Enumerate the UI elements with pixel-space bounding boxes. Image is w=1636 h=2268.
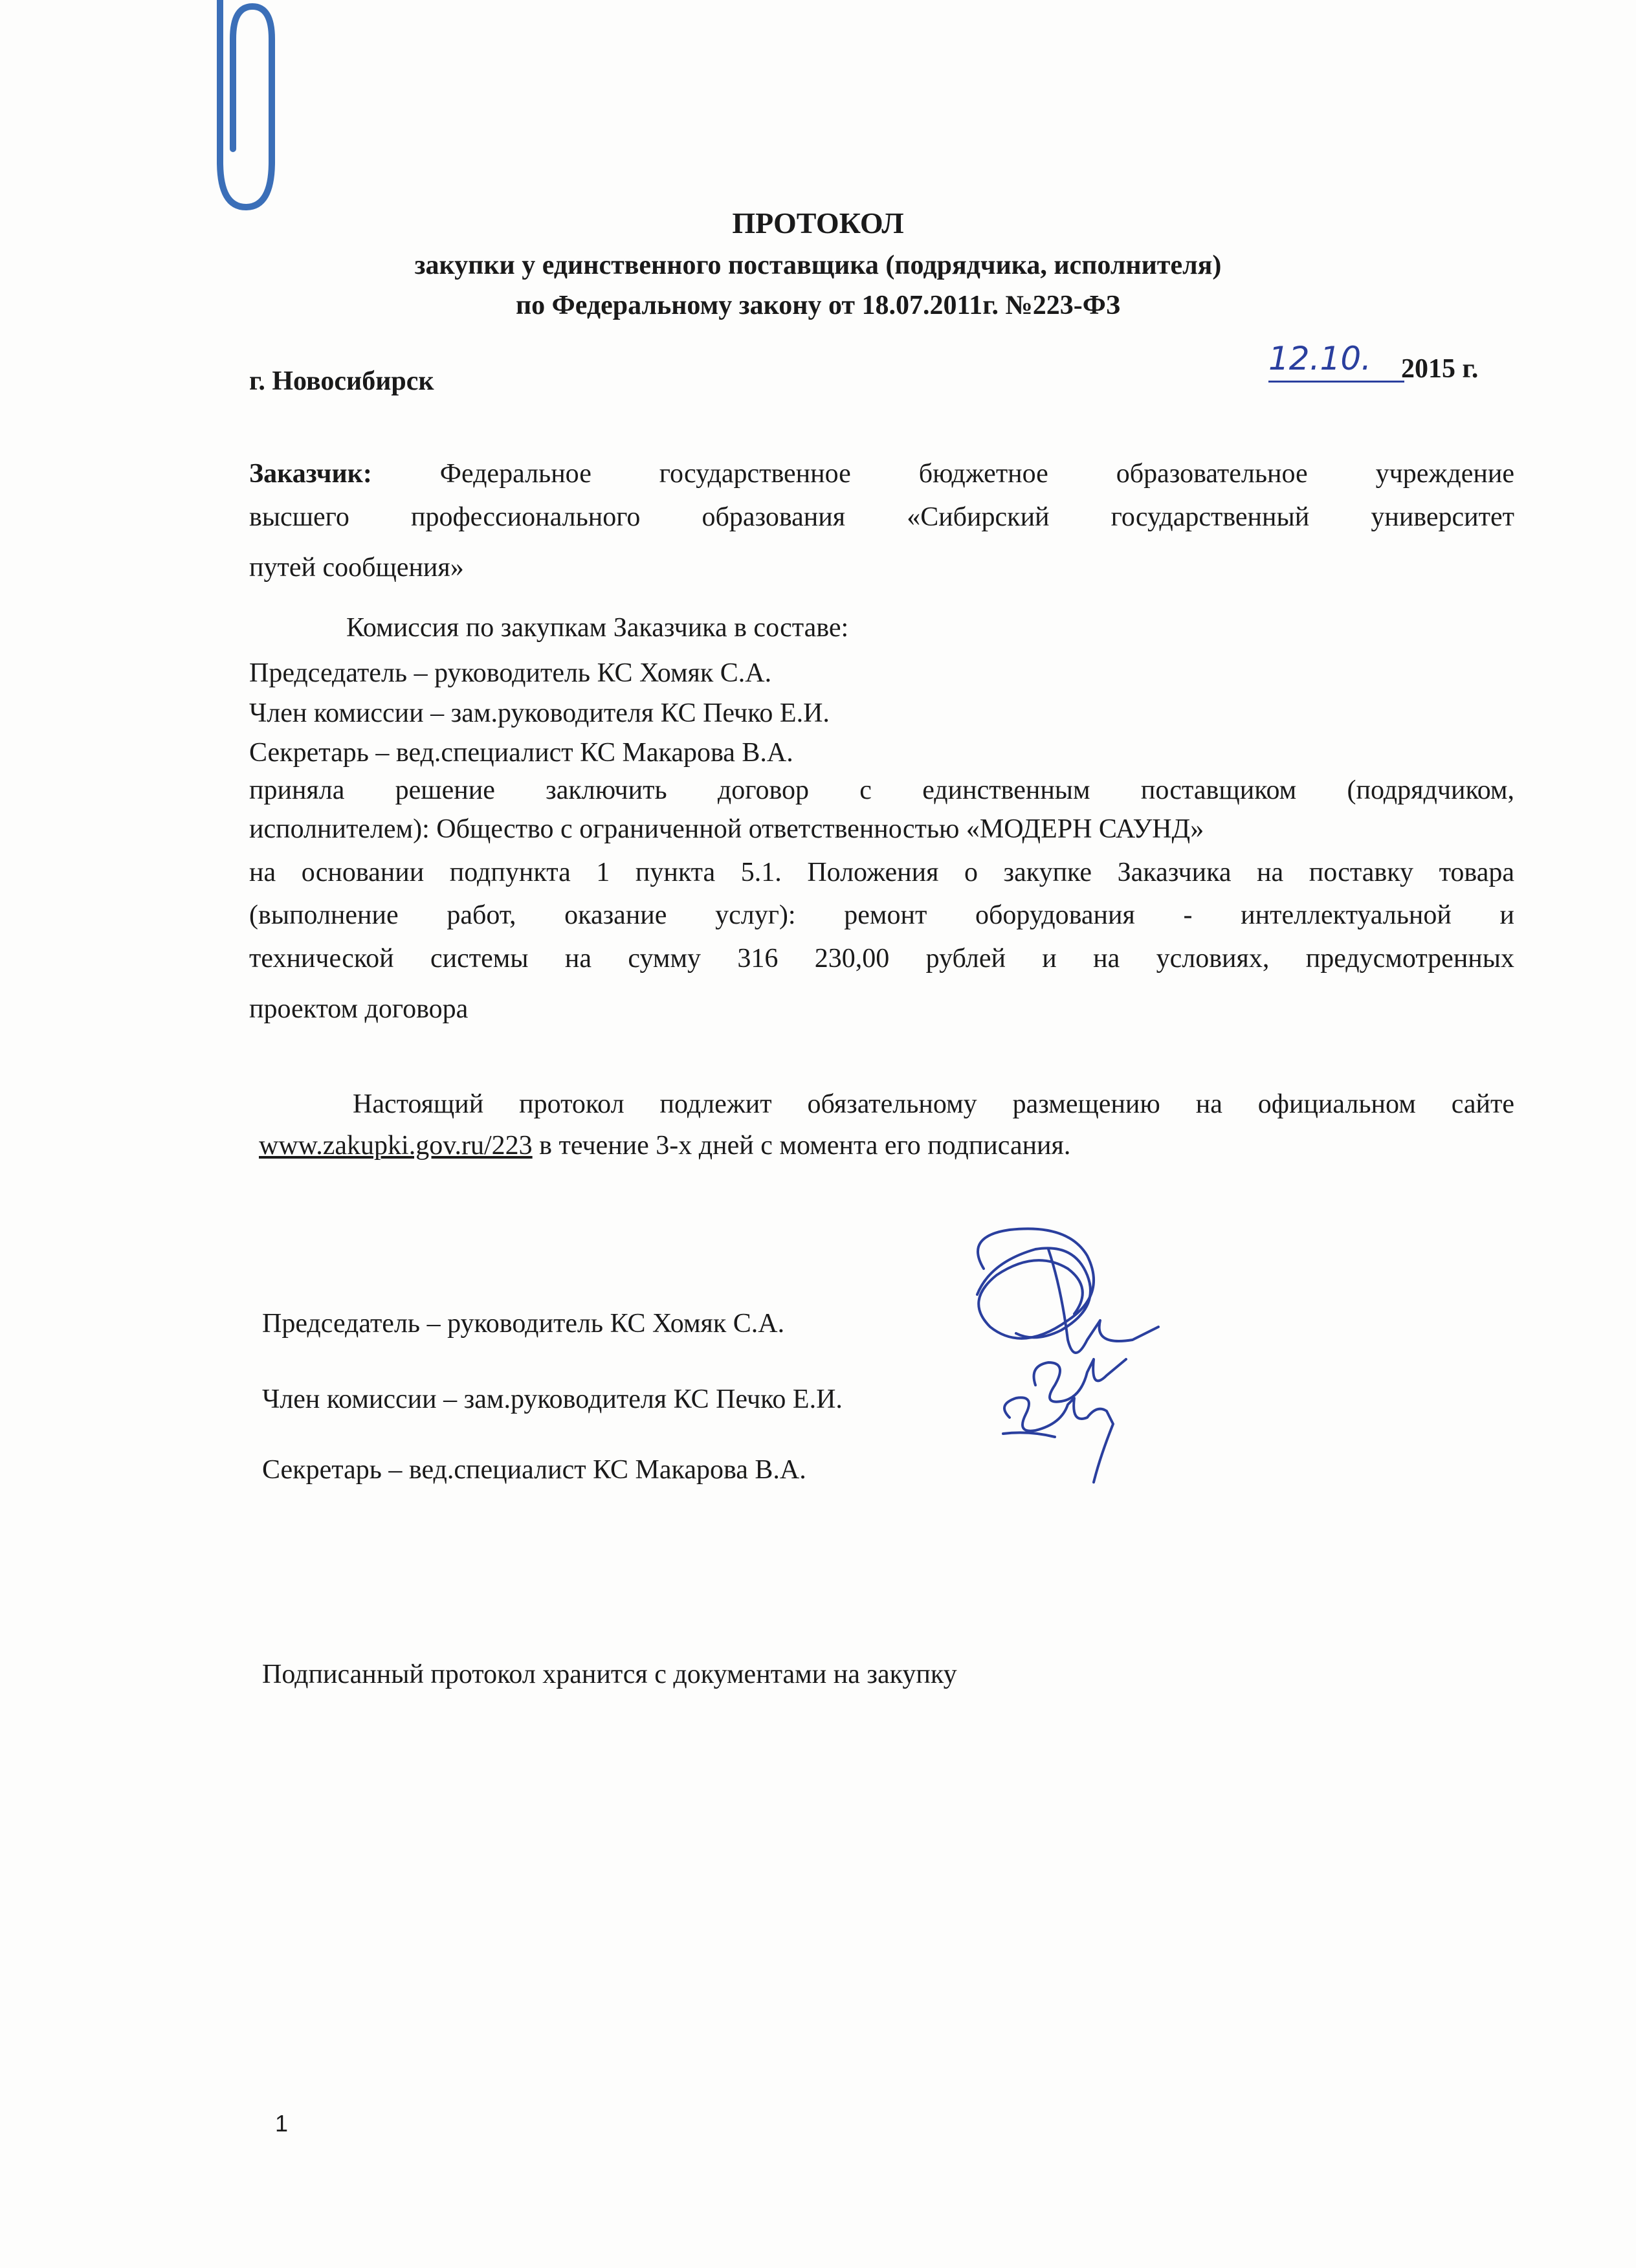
zakupki-link[interactable]: www.zakupki.gov.ru/223 bbox=[259, 1131, 533, 1161]
commission-member: Секретарь – вед.специалист КС Макарова В.А. bbox=[249, 738, 793, 768]
publication-line1: Настоящий протокол подлежит обязательному размещению на официальном сайте bbox=[353, 1089, 1514, 1119]
signature-chairman: Председатель – руководитель КС Хомяк С.А. bbox=[262, 1309, 785, 1339]
footer-note: Подписанный протокол хранится с документами на закупку bbox=[262, 1660, 957, 1689]
decision-line2: исполнителем): Общество с ограниченной ответственностью «МОДЕРН САУНД» bbox=[249, 814, 1204, 844]
customer-line1-text: Федеральное государственное бюджетное образовательное учреждение bbox=[439, 459, 1515, 489]
decision-line5: технической системы на сумму 316 230,00 рублей и на условиях, предусмотренных bbox=[249, 944, 1514, 973]
publication-line2-rest: в течение 3-х дней с момента его подписания. bbox=[532, 1131, 1071, 1161]
page-number: 1 bbox=[275, 2110, 289, 2137]
customer-line1 bbox=[249, 458, 1514, 490]
customer-line3: путей сообщения» bbox=[249, 553, 464, 583]
handwritten-signatures bbox=[938, 1210, 1184, 1521]
customer-label: Заказчик: bbox=[249, 459, 372, 489]
commission-intro: Комиссия по закупкам Заказчика в составе: bbox=[346, 613, 849, 643]
handwritten-date-text: 12.10. bbox=[1268, 340, 1372, 377]
decision-line6: проектом договора bbox=[249, 994, 469, 1024]
commission-member: Член комиссии – зам.руководителя КС Печко Е.И. bbox=[249, 698, 830, 728]
signature-secretary: Секретарь – вед.специалист КС Макарова В.А. bbox=[262, 1455, 806, 1485]
publication-line2 bbox=[259, 1129, 1070, 1162]
decision-line4: (выполнение работ, оказание услуг): ремонт оборудования - интеллектуальной и bbox=[249, 900, 1514, 930]
signature-secretary-scribble bbox=[1004, 1397, 1113, 1482]
handwritten-date bbox=[1268, 340, 1404, 386]
date-year: 2015 г. bbox=[1401, 354, 1479, 384]
document-subtitle-line2: по Федеральному закону от 18.07.2011г. №223-ФЗ bbox=[515, 291, 1120, 320]
customer-line2: высшего профессионального образования «Сибирский государственный университет bbox=[249, 502, 1514, 532]
decision-line1: приняла решение заключить договор с единственным поставщиком (подрядчиком, bbox=[249, 775, 1514, 805]
document-subtitle-line1: закупки у единственного поставщика (подрядчика, исполнителя) bbox=[414, 250, 1222, 280]
commission-member: Председатель – руководитель КС Хомяк С.А. bbox=[249, 658, 772, 688]
date-underline bbox=[1268, 381, 1404, 383]
paperclip-icon bbox=[207, 0, 285, 220]
document-title: ПРОТОКОЛ bbox=[732, 206, 904, 239]
signature-chairman-scribble bbox=[978, 1228, 1094, 1338]
signature-member-scribble bbox=[1048, 1249, 1158, 1353]
signature-member: Член комиссии – зам.руководителя КС Печко Е.И. bbox=[262, 1384, 843, 1414]
decision-line3: на основании подпункта 1 пункта 5.1. Положения о закупке Заказчика на поставку товара bbox=[249, 858, 1514, 887]
city-label: г. Новосибирск bbox=[249, 366, 434, 396]
